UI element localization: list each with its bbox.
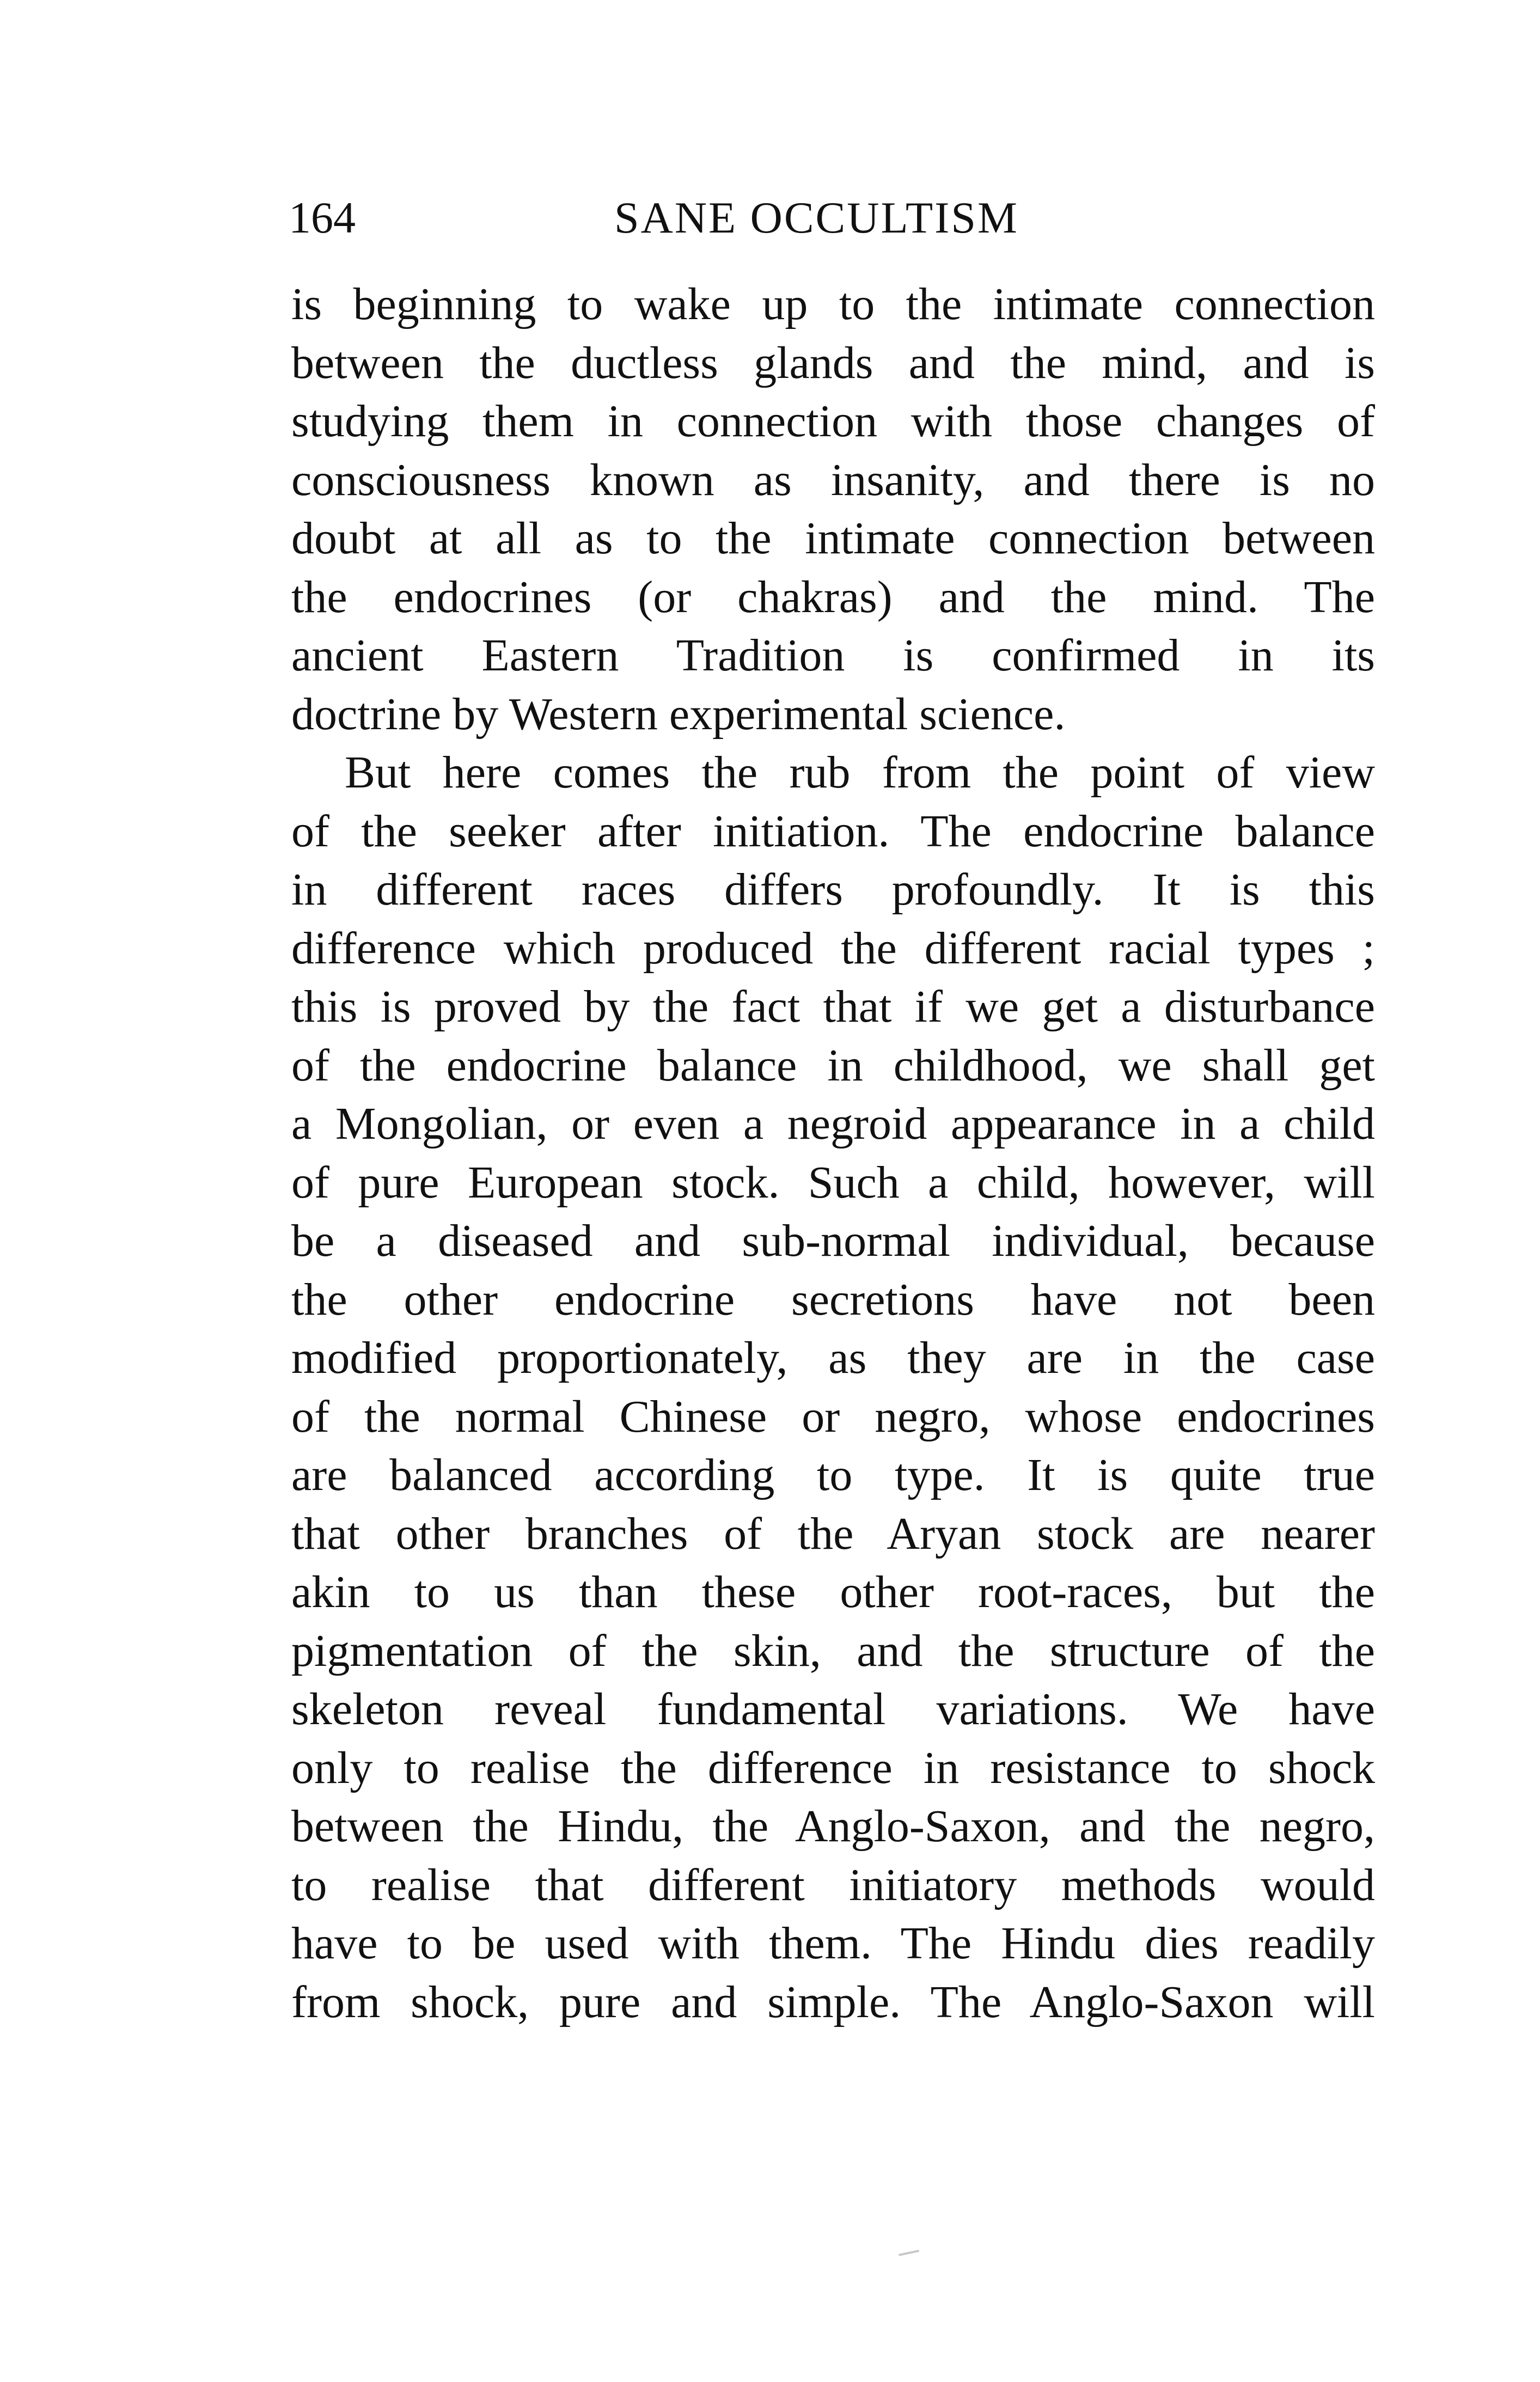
text-line: studying them in connection with those changes of xyxy=(291,396,1375,447)
text-line: pigmentation of the skin, and the structure of the xyxy=(291,1625,1375,1676)
text-line: skeleton reveal fundamental variations. We have xyxy=(291,1684,1375,1734)
text-line: ancient Eastern Tradition is confirmed in its xyxy=(291,630,1375,681)
paragraph-first-line: But here comes the rub from the point of view xyxy=(345,747,1375,798)
text-line: in different races differs profoundly. It is this xyxy=(291,864,1375,915)
body-text xyxy=(291,275,1375,2031)
text-line: between the Hindu, the Anglo-Saxon, and the negro, xyxy=(291,1801,1375,1852)
text-line: of the normal Chinese or negro, whose endocrines xyxy=(291,1391,1375,1442)
text-line: a Mongolian, or even a negroid appearance in a child xyxy=(291,1098,1375,1149)
text-line: akin to us than these other root-races, but the xyxy=(291,1567,1375,1617)
text-line: be a diseased and sub-normal individual, because xyxy=(291,1216,1375,1266)
text-line: modified proportionately, as they are in the case xyxy=(291,1333,1375,1383)
text-line: to realise that different initiatory methods would xyxy=(291,1859,1375,1910)
text-line: the endocrines (or chakras) and the mind. The xyxy=(291,571,1375,622)
text-line: are balanced according to type. It is quite true xyxy=(291,1450,1375,1500)
text-line: have to be used with them. The Hindu dies readily xyxy=(291,1918,1375,1969)
text-line: difference which produced the different racial types ; xyxy=(291,923,1375,974)
text-line: of the endocrine balance in childhood, we shall get xyxy=(291,1040,1375,1091)
page-number: 164 xyxy=(289,193,356,242)
scan-speck xyxy=(899,2250,919,2256)
text-line: doctrine by Western experimental science. xyxy=(291,688,1066,740)
text-line: is beginning to wake up to the intimate connection xyxy=(291,279,1375,329)
text-line: only to realise the difference in resistance to shock xyxy=(291,1742,1375,1793)
text-line: consciousness known as insanity, and there is no xyxy=(291,454,1375,505)
text-line: from shock, pure and simple. The Anglo-Saxon will xyxy=(291,1976,1375,2027)
text-line: this is proved by the fact that if we get a disturbance xyxy=(291,981,1375,1032)
text-line: that other branches of the Aryan stock are nearer xyxy=(291,1508,1375,1559)
running-head xyxy=(289,185,1378,251)
text-line: between the ductless glands and the mind, and is xyxy=(291,337,1375,388)
running-title: SANE OCCULTISM xyxy=(614,193,1019,242)
text-line: the other endocrine secretions have not been xyxy=(291,1274,1375,1325)
text-line: of pure European stock. Such a child, however, will xyxy=(291,1157,1375,1208)
text-line: doubt at all as to the intimate connection between xyxy=(291,513,1375,564)
text-line: of the seeker after initiation. The endocrine balance xyxy=(291,805,1375,857)
